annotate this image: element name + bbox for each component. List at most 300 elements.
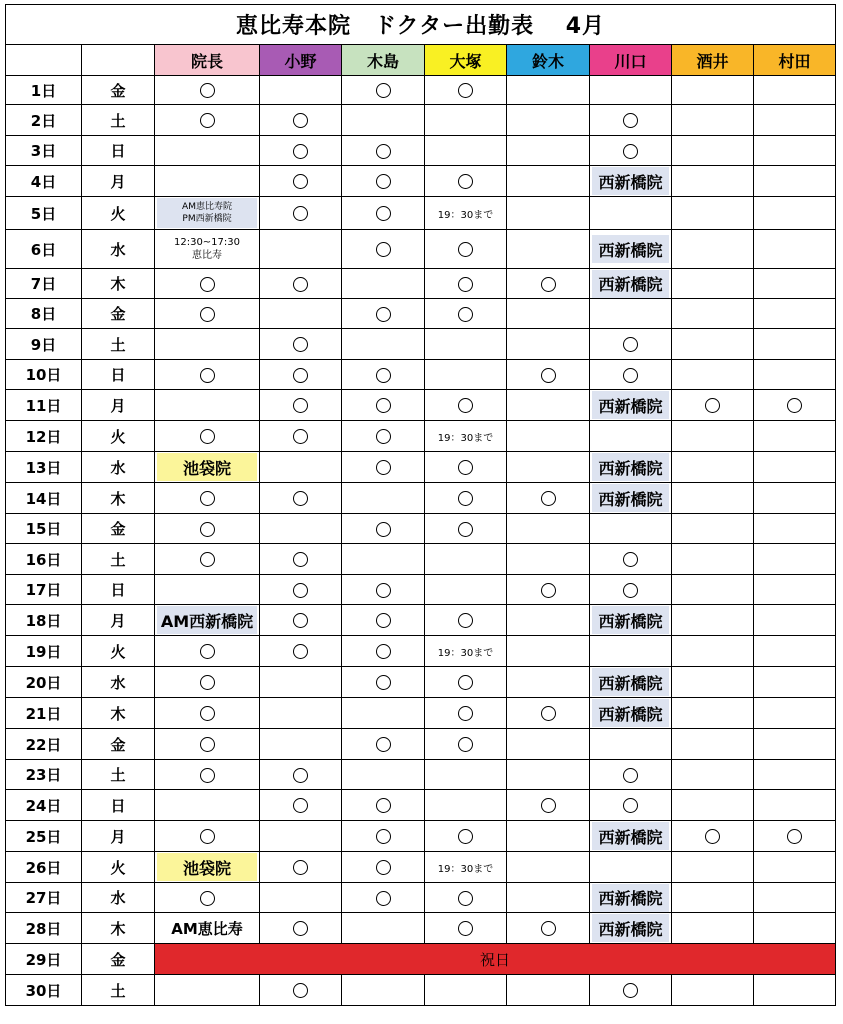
attendance-circle-icon [787,398,802,413]
attendance-circle-icon [376,891,391,906]
day-row [6,166,836,197]
schedule-cell [672,575,754,605]
schedule-cell [590,514,672,544]
attendance-circle-icon [200,522,215,537]
weekday-cell: 火 [82,421,155,452]
schedule-cell [590,790,672,821]
doctor-header: 小野 [260,45,342,76]
schedule-cell [590,452,672,483]
location-badge: 池袋院 [157,453,257,481]
schedule-cell [672,452,754,483]
schedule-cell [507,852,590,883]
day-row [6,852,836,883]
schedule-cell [672,760,754,790]
schedule-cell [672,76,754,105]
schedule-cell [425,360,507,390]
schedule-cell [507,575,590,605]
attendance-circle-icon [293,429,308,444]
schedule-cell [342,667,425,698]
attendance-circle-icon [623,337,638,352]
day-row [6,636,836,667]
schedule-cell [754,760,836,790]
location-badge: 西新橋院 [592,606,669,634]
schedule-cell [155,790,260,821]
schedule-cell [342,299,425,329]
schedule-cell [507,913,590,944]
schedule-cell [260,390,342,421]
attendance-circle-icon [200,737,215,752]
attendance-circle-icon [623,583,638,598]
page-title: 恵比寿本院 ドクター出勤表 4月 [6,5,836,45]
attendance-circle-icon [200,644,215,659]
schedule-cell [754,667,836,698]
schedule-cell [155,729,260,760]
schedule-cell [507,230,590,269]
schedule-cell [342,790,425,821]
schedule-cell [507,197,590,230]
schedule-cell [590,821,672,852]
schedule-cell [590,329,672,360]
schedule-cell [260,421,342,452]
attendance-circle-icon [200,307,215,322]
attendance-circle-icon [376,644,391,659]
day-row [6,105,836,136]
day-row [6,575,836,605]
weekday-cell: 水 [82,883,155,913]
day-row [6,299,836,329]
weekday-cell: 金 [82,944,155,975]
attendance-circle-icon [458,737,473,752]
attendance-circle-icon [623,113,638,128]
schedule-cell [672,421,754,452]
schedule-cell [155,883,260,913]
attendance-circle-icon [293,491,308,506]
attendance-circle-icon [458,174,473,189]
location-badge: 西新橋院 [592,270,669,298]
weekday-cell: 金 [82,76,155,105]
schedule-cell [672,913,754,944]
schedule-cell [754,636,836,667]
attendance-circle-icon [293,144,308,159]
time-note: 19：30まで [425,852,507,883]
schedule-cell [507,821,590,852]
schedule-cell [155,514,260,544]
location-text: AM恵比寿 [155,913,260,944]
schedule-cell [155,421,260,452]
weekday-cell: 金 [82,729,155,760]
attendance-circle-icon [293,583,308,598]
attendance-circle-icon [376,583,391,598]
schedule-cell [425,544,507,575]
attendance-circle-icon [623,552,638,567]
schedule-cell [672,698,754,729]
schedule-cell [672,483,754,514]
doctor-header: 川口 [590,45,672,76]
location-badge: 西新橋院 [592,884,669,912]
schedule-cell [260,790,342,821]
attendance-circle-icon [200,491,215,506]
attendance-circle-icon [200,277,215,292]
weekday-cell: 木 [82,483,155,514]
day-row [6,667,836,698]
attendance-circle-icon [541,583,556,598]
attendance-circle-icon [376,174,391,189]
schedule-cell [342,166,425,197]
attendance-circle-icon [376,307,391,322]
schedule-cell [672,360,754,390]
location-line: PM西新橋院 [182,214,232,224]
attendance-circle-icon [623,768,638,783]
location-badge: 西新橋院 [592,668,669,696]
day-row [6,483,836,514]
weekday-cell: 木 [82,269,155,299]
schedule-cell [754,483,836,514]
schedule-cell [342,760,425,790]
day-cell: 29日 [6,944,82,975]
schedule-cell [155,636,260,667]
attendance-circle-icon [293,113,308,128]
schedule-cell [754,605,836,636]
day-row [6,136,836,166]
attendance-circle-icon [541,921,556,936]
schedule-cell [590,667,672,698]
attendance-circle-icon [458,891,473,906]
schedule-cell [754,883,836,913]
location-badge: 西新橋院 [592,914,669,942]
day-cell: 7日 [6,269,82,299]
day-cell: 19日 [6,636,82,667]
attendance-circle-icon [293,398,308,413]
location-line: AM恵比寿院 [182,202,232,212]
schedule-cell [155,76,260,105]
schedule-cell [754,698,836,729]
attendance-circle-icon [376,144,391,159]
attendance-circle-icon [200,706,215,721]
schedule-cell [260,667,342,698]
schedule-cell [155,975,260,1006]
schedule-cell [672,329,754,360]
schedule-cell [342,105,425,136]
schedule-cell [754,452,836,483]
schedule-cell [342,514,425,544]
schedule-cell [342,575,425,605]
attendance-circle-icon [200,675,215,690]
schedule-cell [260,105,342,136]
day-cell: 23日 [6,760,82,790]
location-badge: 西新橋院 [592,391,669,419]
schedule-cell [672,729,754,760]
schedule-cell [754,197,836,230]
weekday-cell: 月 [82,821,155,852]
schedule-cell [342,544,425,575]
weekday-cell: 月 [82,390,155,421]
schedule-cell [672,299,754,329]
attendance-circle-icon [200,829,215,844]
schedule-cell [425,230,507,269]
attendance-circle-icon [458,675,473,690]
schedule-cell [155,329,260,360]
schedule-cell [754,166,836,197]
attendance-circle-icon [376,368,391,383]
note-line: 恵比寿 [192,250,222,261]
schedule-cell [155,452,260,483]
day-row [6,883,836,913]
attendance-circle-icon [376,737,391,752]
day-cell: 22日 [6,729,82,760]
schedule-cell [590,299,672,329]
schedule-cell [507,605,590,636]
attendance-circle-icon [787,829,802,844]
schedule-cell [342,605,425,636]
weekday-cell: 火 [82,852,155,883]
location-badge: 池袋院 [157,853,257,881]
attendance-circle-icon [623,368,638,383]
day-cell: 16日 [6,544,82,575]
schedule-cell [342,421,425,452]
schedule-cell [260,360,342,390]
attendance-circle-icon [458,83,473,98]
schedule-cell [754,105,836,136]
schedule-cell [425,575,507,605]
attendance-circle-icon [376,675,391,690]
schedule-cell [155,667,260,698]
schedule-cell [590,483,672,514]
schedule-cell [155,299,260,329]
schedule-cell [342,76,425,105]
attendance-circle-icon [458,460,473,475]
attendance-circle-icon [458,522,473,537]
attendance-circle-icon [293,174,308,189]
schedule-cell [590,360,672,390]
day-cell: 13日 [6,452,82,483]
schedule-cell [342,636,425,667]
attendance-circle-icon [458,613,473,628]
day-cell: 25日 [6,821,82,852]
schedule-cell [425,136,507,166]
schedule-cell [672,269,754,299]
schedule-cell [590,390,672,421]
schedule-cell [590,105,672,136]
schedule-cell [155,698,260,729]
attendance-circle-icon [293,613,308,628]
schedule-cell [754,852,836,883]
attendance-circle-icon [293,552,308,567]
schedule-cell [590,729,672,760]
note-line: 12:30~17:30 [173,237,240,248]
day-cell: 20日 [6,667,82,698]
schedule-cell [590,575,672,605]
schedule-cell [507,514,590,544]
schedule-cell [425,166,507,197]
schedule-cell [672,166,754,197]
attendance-circle-icon [458,921,473,936]
schedule-cell [260,852,342,883]
schedule-cell [507,76,590,105]
attendance-circle-icon [376,242,391,257]
schedule-cell [260,269,342,299]
attendance-circle-icon [200,552,215,567]
schedule-cell [342,698,425,729]
schedule-cell [425,790,507,821]
schedule-cell [260,821,342,852]
schedule-cell [342,975,425,1006]
schedule-cell [155,483,260,514]
schedule-cell [754,514,836,544]
attendance-circle-icon [200,113,215,128]
day-row [6,544,836,575]
weekday-cell: 水 [82,230,155,269]
attendance-circle-icon [541,277,556,292]
schedule-cell [425,605,507,636]
schedule-cell [425,76,507,105]
header-row [6,45,836,76]
day-row [6,698,836,729]
weekday-cell: 火 [82,197,155,230]
schedule-cell [425,821,507,852]
day-cell: 27日 [6,883,82,913]
weekday-cell: 土 [82,329,155,360]
weekday-cell: 水 [82,452,155,483]
day-row [6,452,836,483]
weekday-cell: 日 [82,790,155,821]
schedule-cell [507,360,590,390]
schedule-cell [507,544,590,575]
schedule-cell [672,636,754,667]
schedule-cell [155,269,260,299]
location-badge: 西新橋院 [592,699,669,727]
day-cell: 24日 [6,790,82,821]
day-cell: 9日 [6,329,82,360]
day-cell: 1日 [6,76,82,105]
day-row [6,230,836,269]
time-note: 19：30まで [425,636,507,667]
attendance-circle-icon [200,429,215,444]
schedule-cell [425,667,507,698]
attendance-circle-icon [376,460,391,475]
day-cell: 12日 [6,421,82,452]
attendance-circle-icon [293,644,308,659]
schedule-cell [507,166,590,197]
weekday-cell: 月 [82,166,155,197]
schedule-cell [342,390,425,421]
doctor-header: 大塚 [425,45,507,76]
schedule-cell [155,852,260,883]
schedule-cell [672,790,754,821]
schedule-cell [342,136,425,166]
doctor-header: 木島 [342,45,425,76]
attendance-circle-icon [293,368,308,383]
schedule-cell [672,975,754,1006]
schedule-cell [342,452,425,483]
schedule-cell [425,452,507,483]
schedule-cell [590,636,672,667]
schedule-cell [507,760,590,790]
day-cell: 3日 [6,136,82,166]
schedule-cell [260,729,342,760]
schedule-cell [260,575,342,605]
schedule-cell [754,575,836,605]
attendance-circle-icon [293,798,308,813]
schedule-cell [754,136,836,166]
day-row [6,975,836,1006]
attendance-circle-icon [293,768,308,783]
schedule-cell [155,760,260,790]
schedule-cell [754,729,836,760]
header-blank-day [6,45,82,76]
day-row [6,390,836,421]
attendance-circle-icon [458,398,473,413]
weekday-cell: 土 [82,544,155,575]
schedule-cell [507,269,590,299]
weekday-cell: 木 [82,698,155,729]
day-row [6,944,836,975]
schedule-cell [260,230,342,269]
day-cell: 6日 [6,230,82,269]
schedule-cell [260,197,342,230]
attendance-circle-icon [376,206,391,221]
attendance-circle-icon [376,429,391,444]
attendance-circle-icon [293,860,308,875]
weekday-cell: 土 [82,760,155,790]
location-badge [157,198,257,228]
schedule-cell [260,883,342,913]
attendance-circle-icon [293,277,308,292]
schedule-cell [342,360,425,390]
attendance-circle-icon [293,921,308,936]
schedule-cell [590,421,672,452]
schedule-cell [260,299,342,329]
weekday-cell: 日 [82,360,155,390]
attendance-circle-icon [376,83,391,98]
schedule-cell [425,105,507,136]
schedule-cell [672,821,754,852]
schedule-cell [672,605,754,636]
schedule-cell [672,390,754,421]
schedule-cell [672,105,754,136]
schedule-cell [260,514,342,544]
schedule-cell [155,136,260,166]
schedule-cell [260,913,342,944]
schedule-cell [260,636,342,667]
schedule-cell [590,136,672,166]
schedule-cell [754,821,836,852]
schedule-cell [425,514,507,544]
schedule-cell [260,698,342,729]
schedule-cell [672,544,754,575]
schedule-cell [590,605,672,636]
schedule-cell [507,329,590,360]
attendance-circle-icon [458,242,473,257]
attendance-circle-icon [458,706,473,721]
schedule-cell [155,605,260,636]
schedule-cell [342,483,425,514]
header-blank-weekday [82,45,155,76]
day-cell: 18日 [6,605,82,636]
schedule-cell [507,698,590,729]
schedule-cell [754,390,836,421]
schedule-cell [754,975,836,1006]
day-cell: 14日 [6,483,82,514]
attendance-circle-icon [458,307,473,322]
schedule-cell [260,76,342,105]
day-cell: 30日 [6,975,82,1006]
attendance-circle-icon [293,206,308,221]
schedule-cell [425,975,507,1006]
schedule-cell [155,230,260,269]
schedule-cell [507,975,590,1006]
weekday-cell: 木 [82,913,155,944]
day-cell: 5日 [6,197,82,230]
